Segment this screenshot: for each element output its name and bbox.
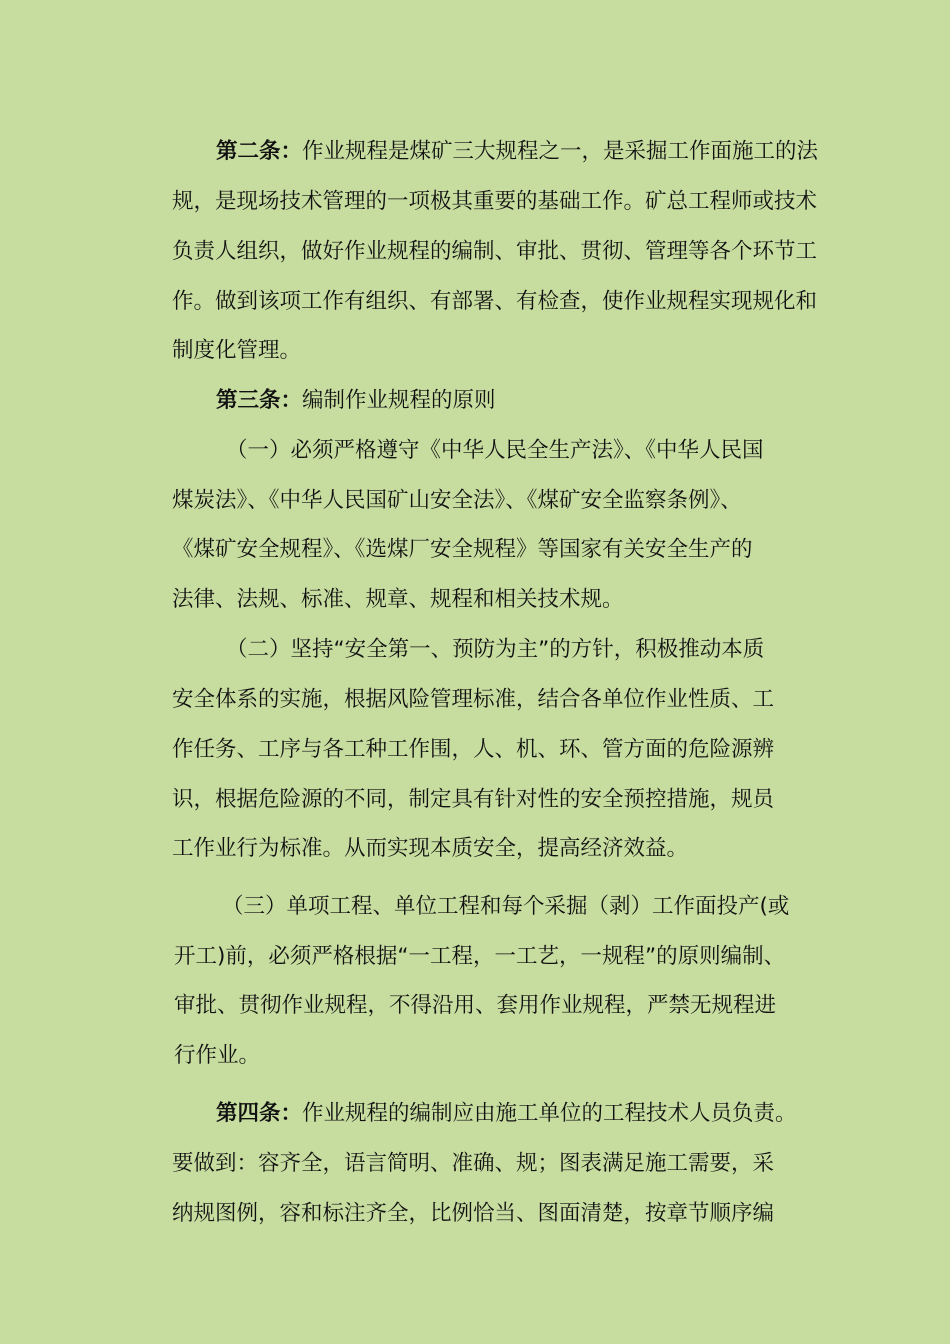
article3-item3-line: 审批、贯彻作业规程，不得沿用、套用作业规程，严禁无规程进 — [174, 993, 777, 1018]
article4-line: 纳规图例，容和标注齐全，比例恰当、图面清楚，按章节顺序编 — [172, 1201, 775, 1226]
article3-item2-line: 识，根据危险源的不同，制定具有针对性的安全预控措施，规员 — [172, 787, 775, 812]
article3-item2-line: （二）坚持“安全第一、预防为主”的方针，积极推动本质 — [226, 637, 765, 662]
article3-item3-line: 行作业。 — [174, 1043, 261, 1068]
article3-heading: 第三条： — [216, 388, 303, 413]
article2-line: 规，是现场技术管理的一项极其重要的基础工作。矿总工程师或技术 — [172, 189, 818, 214]
article3-item2-line: 工作业行为标准。从而实现本质安全，提高经济效益。 — [172, 836, 689, 861]
article3-item1-line: 法律、法规、标准、规章、规程和相关技术规。 — [172, 587, 624, 612]
article3-item1-line: （一）必须严格遵守《中华人民全生产法》、《中华人民国 — [226, 438, 764, 463]
article2-first-line — [216, 135, 818, 169]
article3-item2-line: 作任务、工序与各工种工作围，人、机、环、管方面的危险源辨 — [172, 737, 775, 762]
article2-line: 作。做到该项工作有组织、有部署、有检查，使作业规程实现规化和 — [172, 289, 818, 314]
article2-line: 制度化管理。 — [172, 338, 302, 363]
article2-line: 负责人组织，做好作业规程的编制、审批、贯彻、管理等各个环节工 — [172, 239, 818, 264]
article3-item3-line: 开工)前，必须严格根据“一工程，一工艺，一规程”的原则编制、 — [174, 944, 786, 969]
article2-text-line1: 作业规程是煤矿三大规程之一，是采掘工作面施工的法 — [302, 139, 819, 164]
article4-text-line1: 作业规程的编制应由施工单位的工程技术人员负责。 — [302, 1101, 797, 1126]
article3-item2-line: 安全体系的实施，根据风险管理标准，结合各单位作业性质、工 — [172, 687, 775, 712]
article3-item1-line: 《煤矿安全规程》、《选煤厂安全规程》等国家有关安全生产的 — [172, 537, 753, 562]
article2-heading: 第二条： — [216, 139, 303, 164]
article3-item1-line: 煤炭法》、《中华人民国矿山安全法》、《煤矿安全监察条例》、 — [172, 488, 742, 513]
article3-item3-line: （三）单项工程、单位工程和每个采掘（剥）工作面投产(或 — [222, 894, 790, 919]
article4-line: 要做到：容齐全，语言简明、准确、规；图表满足施工需要，采 — [172, 1151, 775, 1176]
article3-first-line — [216, 384, 496, 418]
article4-heading: 第四条： — [216, 1101, 303, 1126]
article4-first-line — [216, 1097, 797, 1131]
article3-title: 编制作业规程的原则 — [302, 388, 496, 413]
